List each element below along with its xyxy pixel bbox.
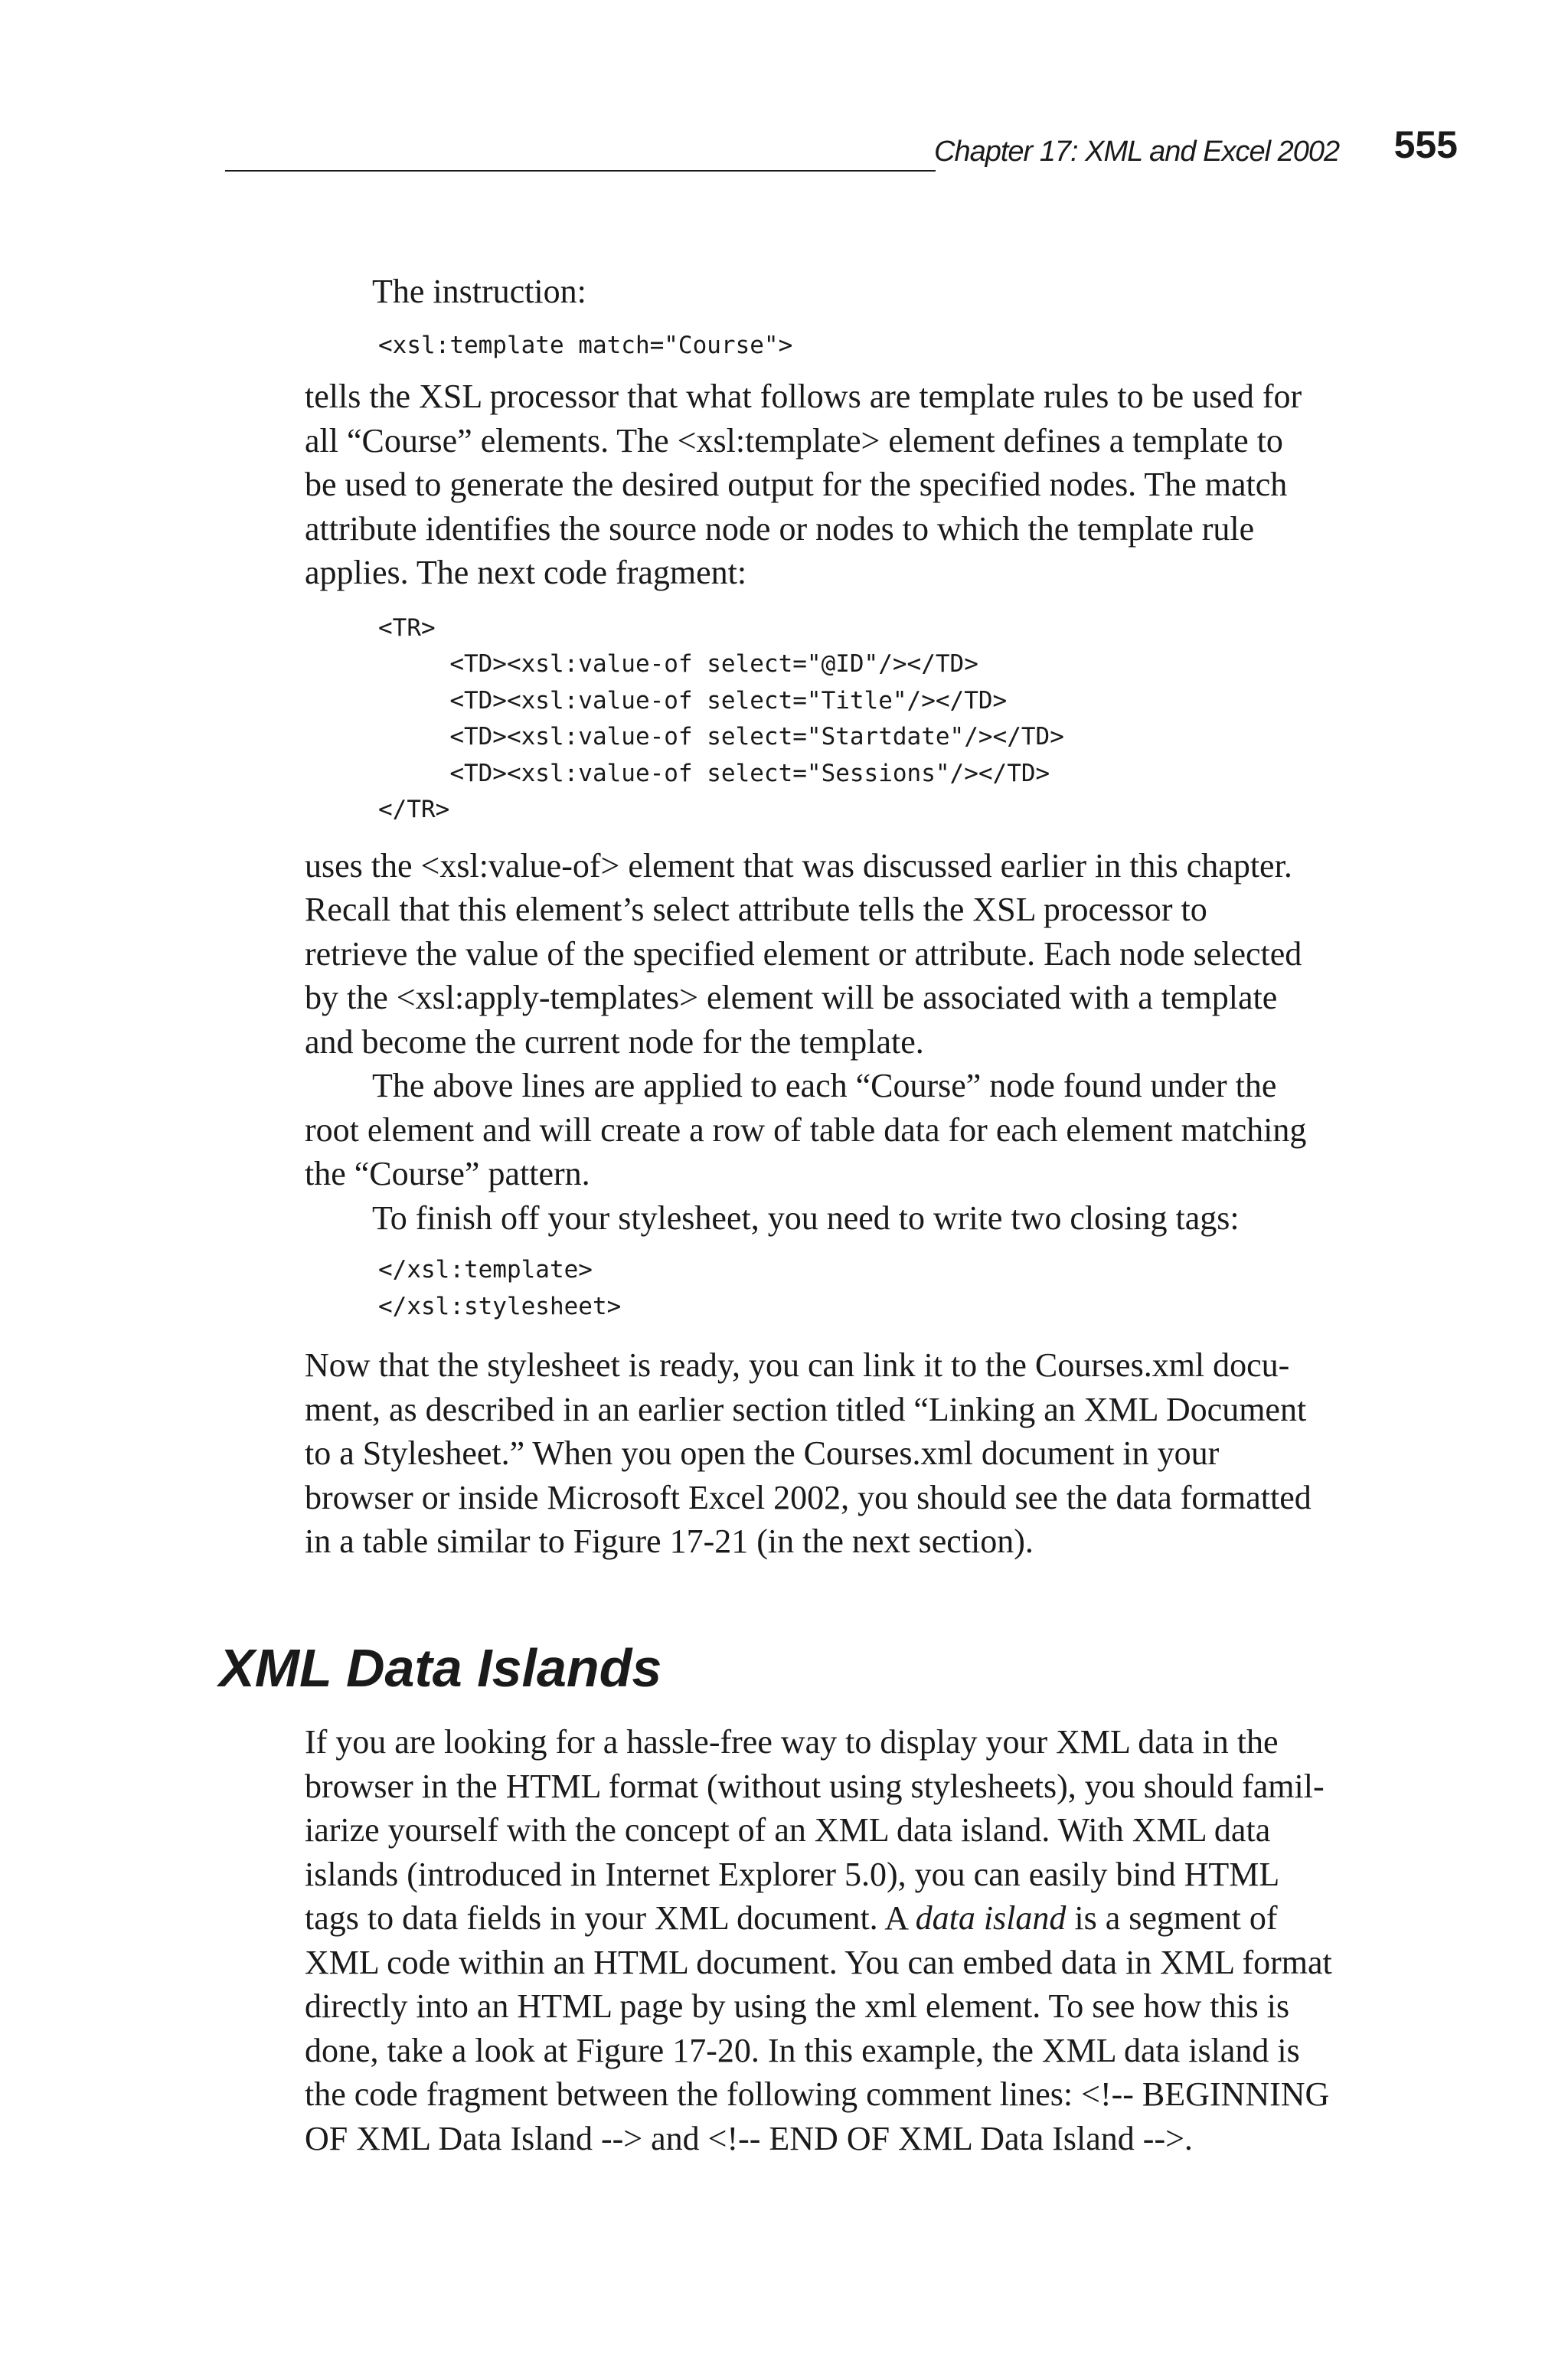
code-line: <TD><xsl:value-of select="Startdate"/></TD> [378, 723, 1064, 751]
code-template-open: <xsl:template match="Course"> [378, 331, 793, 359]
text-line: attribute identifies the source node or nodes to which the template rule [305, 509, 1255, 548]
text-line: Now that the stylesheet is ready, you can link it to the Courses.xml docu- [305, 1346, 1290, 1384]
paragraph-course-rows [305, 1064, 1476, 1196]
text-run: is a segment of [1066, 1899, 1278, 1937]
text-line: OF XML Data Island --> and <!-- END OF XML Data Island -->. [305, 2119, 1193, 2157]
code-line: <TD><xsl:value-of select="Title"/></TD> [378, 686, 1008, 715]
text-line: done, take a look at Figure 17-20. In this example, the XML data island is [305, 2031, 1300, 2069]
text-run: tags to data fields in your XML document. A [305, 1899, 916, 1937]
paragraph-closing-tags: To finish off your stylesheet, you need to write two closing tags: [372, 1199, 1240, 1237]
text-line: XML code within an HTML document. You can embed data in XML format [305, 1943, 1332, 1981]
code-line: </xsl:stylesheet> [378, 1292, 622, 1320]
text-line: root element and will create a row of table data for each element matching [305, 1110, 1307, 1149]
text-line: uses the <xsl:value-of> element that was discussed earlier in this chapter. [305, 846, 1292, 885]
section-heading: XML Data Islands [219, 1638, 662, 1698]
intro-paragraph: The instruction: [372, 273, 586, 310]
text-line: and become the current node for the template. [305, 1022, 924, 1061]
code-line: </xsl:template> [378, 1256, 593, 1284]
text-line: the code fragment between the following comment lines: <!-- BEGINNING [305, 2075, 1330, 2113]
code-block-table-row [305, 610, 1476, 829]
header-rule [225, 170, 936, 172]
text-line: to a Stylesheet.” When you open the Courses.xml document in your [305, 1434, 1220, 1472]
code-line: <TD><xsl:value-of select="@ID"/></TD> [378, 650, 978, 678]
text-line: in a table similar to Figure 17-21 (in the next section). [305, 1522, 1034, 1560]
body-text [305, 270, 1476, 1564]
code-line: <TR> [378, 613, 436, 642]
text-line: Recall that this element’s select attribute tells the XSL processor to [305, 891, 1207, 928]
code-line: </TR> [378, 796, 450, 823]
text-line: islands (introduced in Internet Explorer 5.0), you can easily bind HTML [305, 1855, 1280, 1893]
chapter-title: Chapter 17: XML and Excel 2002 [934, 136, 1340, 168]
text-line: the “Course” pattern. [305, 1155, 590, 1192]
code-block-closing [305, 1252, 1476, 1325]
text-line: by the <xsl:apply-templates> element will be associated with a template [305, 979, 1278, 1016]
text-line: tells the XSL processor that what follows are template rules to be used for [305, 378, 1302, 415]
running-header [225, 123, 1458, 172]
text-line: all “Course” elements. The <xsl:template> element defines a template to [305, 421, 1283, 459]
text-line: If you are looking for a hassle-free way to display your XML data in the [305, 1723, 1279, 1761]
defined-term: data island [915, 1899, 1067, 1937]
text-line: browser in the HTML format (without using stylesheets), you should famil- [305, 1767, 1325, 1805]
text-line: iarize yourself with the concept of an XML data island. With XML data [305, 1811, 1271, 1849]
paragraph-link-stylesheet [305, 1343, 1476, 1564]
text-line: applies. The next code fragment: [305, 554, 747, 591]
page-number: 555 [1393, 123, 1458, 166]
text-line: be used to generate the desired output for the specified nodes. The match [305, 466, 1288, 503]
text-line [305, 1896, 1476, 1941]
text-line: retrieve the value of the specified element or attribute. Each node selected [305, 934, 1302, 973]
text-line: browser or inside Microsoft Excel 2002, you should see the data formatted [305, 1478, 1312, 1516]
text-line: ment, as described in an earlier section titled “Linking an XML Document [305, 1390, 1307, 1428]
text-line: directly into an HTML page by using the xml element. To see how this is [305, 1987, 1290, 2025]
section-paragraph [305, 1720, 1476, 2160]
text-line: The above lines are applied to each “Course” node found under the [372, 1067, 1277, 1104]
code-line: <TD><xsl:value-of select="Sessions"/></TD> [378, 759, 1050, 787]
paragraph-value-of [305, 844, 1476, 1065]
paragraph-template-explanation [305, 374, 1476, 595]
